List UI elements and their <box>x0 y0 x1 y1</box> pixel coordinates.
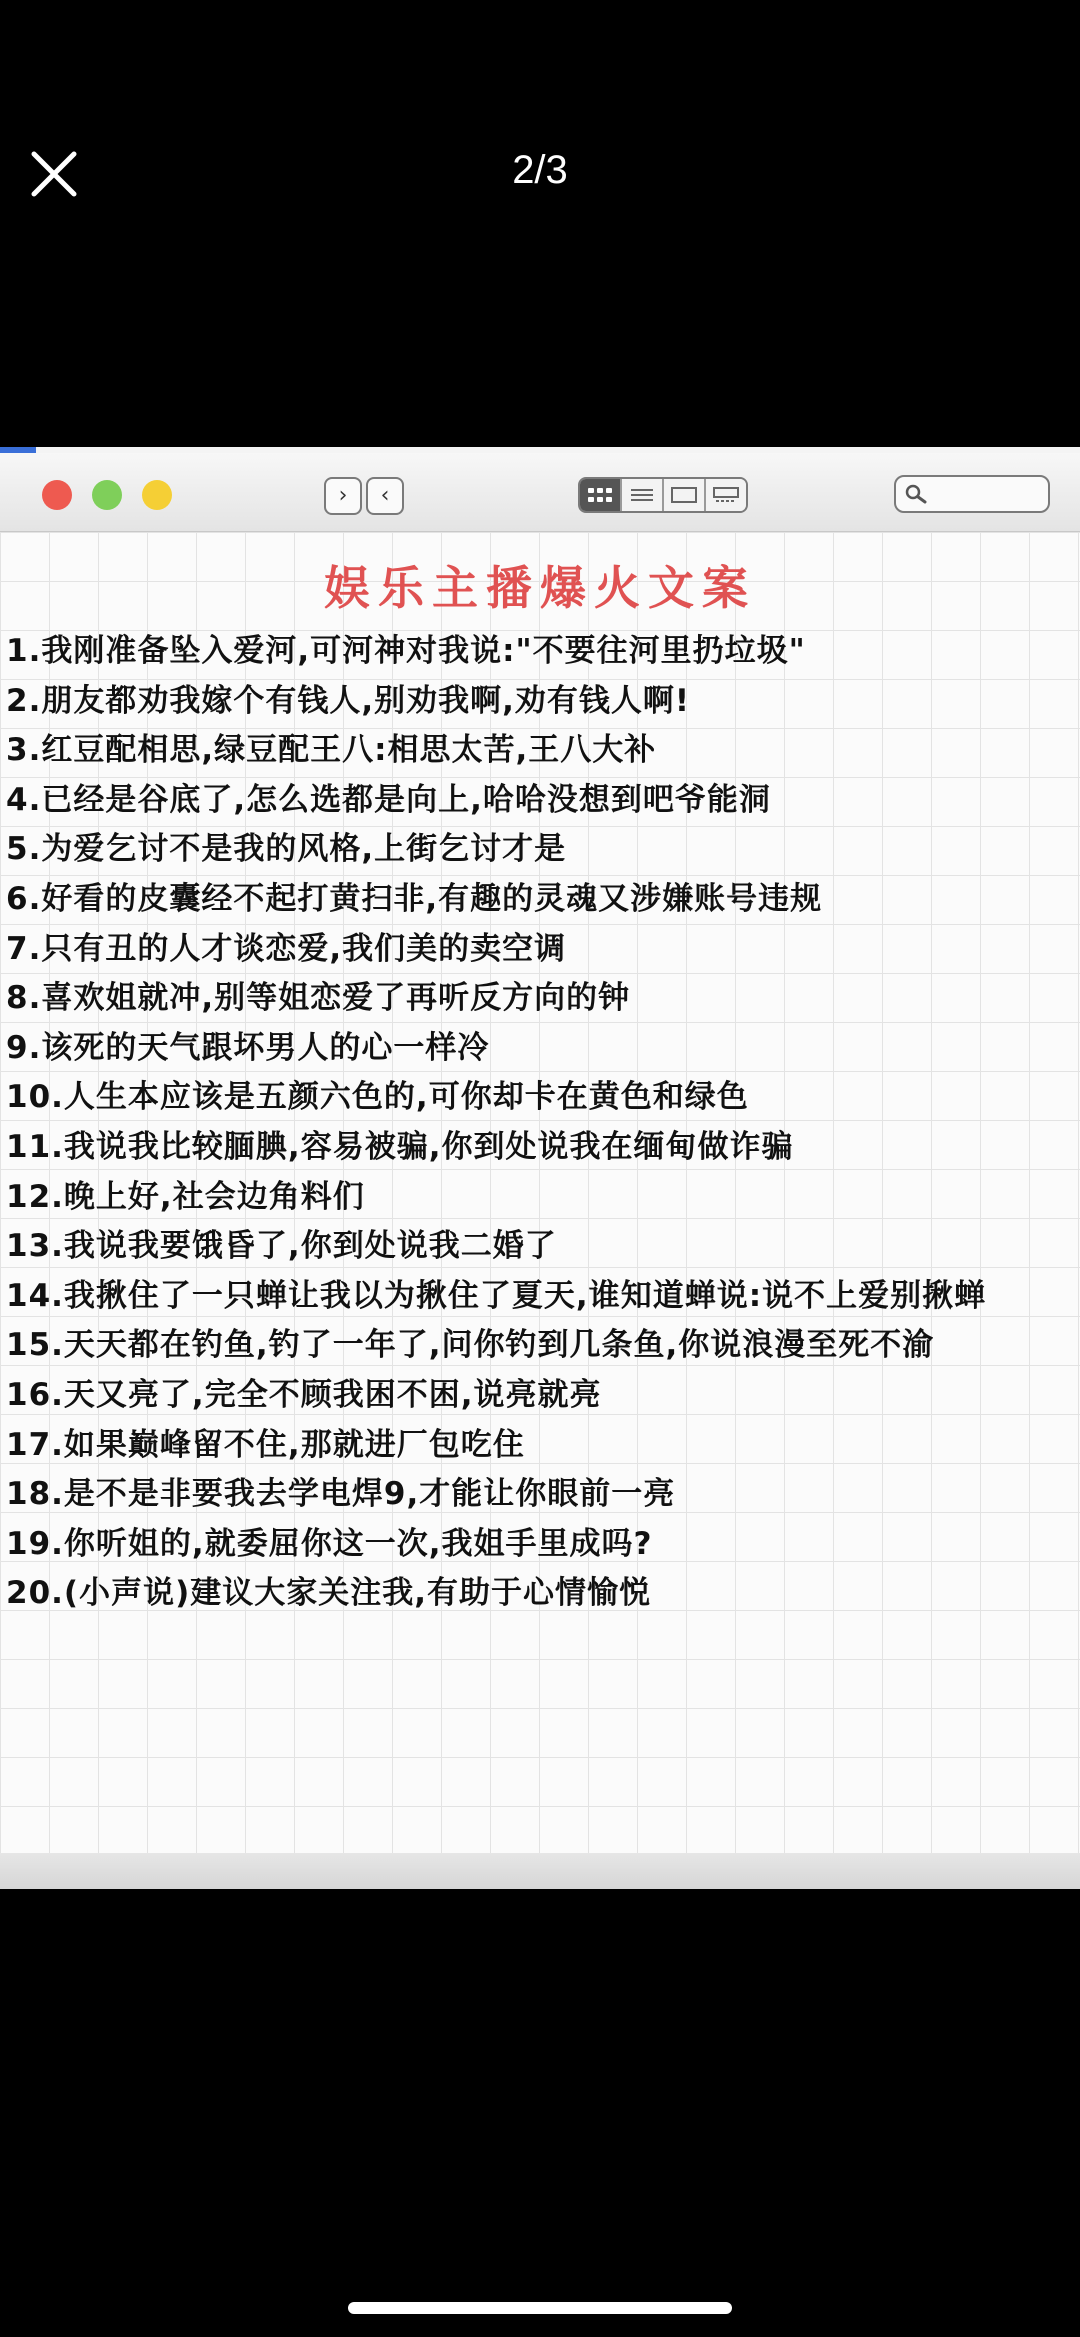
column-view-icon <box>664 479 706 511</box>
back-button: ‹ <box>366 477 404 515</box>
window-bottom-bar <box>0 1853 1080 1889</box>
list-view-icon <box>622 479 664 511</box>
search-field <box>894 475 1050 513</box>
gallery-view-icon <box>706 479 746 511</box>
minimize-dot-icon <box>142 480 172 510</box>
list-item: 1.我刚准备坠入爱河,可河神对我说:"不要往河里扔垃圾" <box>6 633 806 669</box>
list-item: 18.是不是非要我去学电焊9,才能让你眼前一亮 <box>6 1476 676 1513</box>
note-paper <box>0 532 1080 1853</box>
list-item: 9.该死的天气跟坏男人的心一样冷 <box>6 1029 490 1066</box>
view-switcher <box>578 477 748 513</box>
list-item: 11.我说我比较腼腆,容易被骗,你到处说我在缅甸做诈骗 <box>6 1128 794 1165</box>
list-item: 17.如果巅峰留不住,那就进厂包吃住 <box>6 1426 525 1463</box>
forward-button: › <box>324 477 362 515</box>
caption-list <box>6 627 1076 1619</box>
list-item: 6.好看的皮囊经不起打黄扫非,有趣的灵魂又涉嫌账号违规 <box>6 880 823 917</box>
list-item: 19.你听姐的,就委屈你这一次,我姐手里成吗? <box>6 1525 653 1562</box>
list-item: 20.(小声说)建议大家关注我,有助于心情愉悦 <box>6 1575 652 1612</box>
list-item: 4.已经是谷底了,怎么选都是向上,哈哈没想到吧爷能洞 <box>6 781 771 818</box>
list-item: 13.我说我要饿昏了,你到处说我二婚了 <box>6 1228 557 1265</box>
list-item: 10.人生本应该是五颜六色的,可你却卡在黄色和绿色 <box>6 1079 749 1116</box>
page-indicator: 2/3 <box>512 148 568 192</box>
list-item: 3.红豆配相思,绿豆配王八:相思太苦,王八大补 <box>6 732 657 769</box>
list-item: 2.朋友都劝我嫁个有钱人,别劝我啊,劝有钱人啊! <box>6 682 691 719</box>
image-content[interactable] <box>0 447 1080 1889</box>
grid-view-icon <box>580 479 622 511</box>
nav-buttons <box>324 477 404 515</box>
list-item: 7.只有丑的人才谈恋爱,我们美的卖空调 <box>6 930 567 967</box>
list-item: 14.我揪住了一只蝉让我以为揪住了夏天,谁知道蝉说:说不上爱别揪蝉 <box>6 1277 987 1314</box>
search-icon <box>904 483 928 505</box>
list-item: 12.晚上好,社会边角料们 <box>6 1178 365 1215</box>
close-dot-icon <box>42 480 72 510</box>
zoom-dot-icon <box>92 480 122 510</box>
home-indicator[interactable] <box>348 2302 732 2314</box>
list-item: 15.天天都在钓鱼,钓了一年了,问你钓到几条鱼,你说浪漫至死不渝 <box>6 1327 935 1364</box>
list-item: 8.喜欢姐就冲,别等姐恋爱了再听反方向的钟 <box>6 980 631 1017</box>
list-item: 5.为爱乞讨不是我的风格,上街乞讨才是 <box>6 831 567 868</box>
document-title: 娱乐主播爆火文案 <box>324 561 756 615</box>
list-item: 16.天又亮了,完全不顾我困不困,说亮就亮 <box>6 1376 602 1413</box>
window-toolbar <box>0 453 1080 532</box>
